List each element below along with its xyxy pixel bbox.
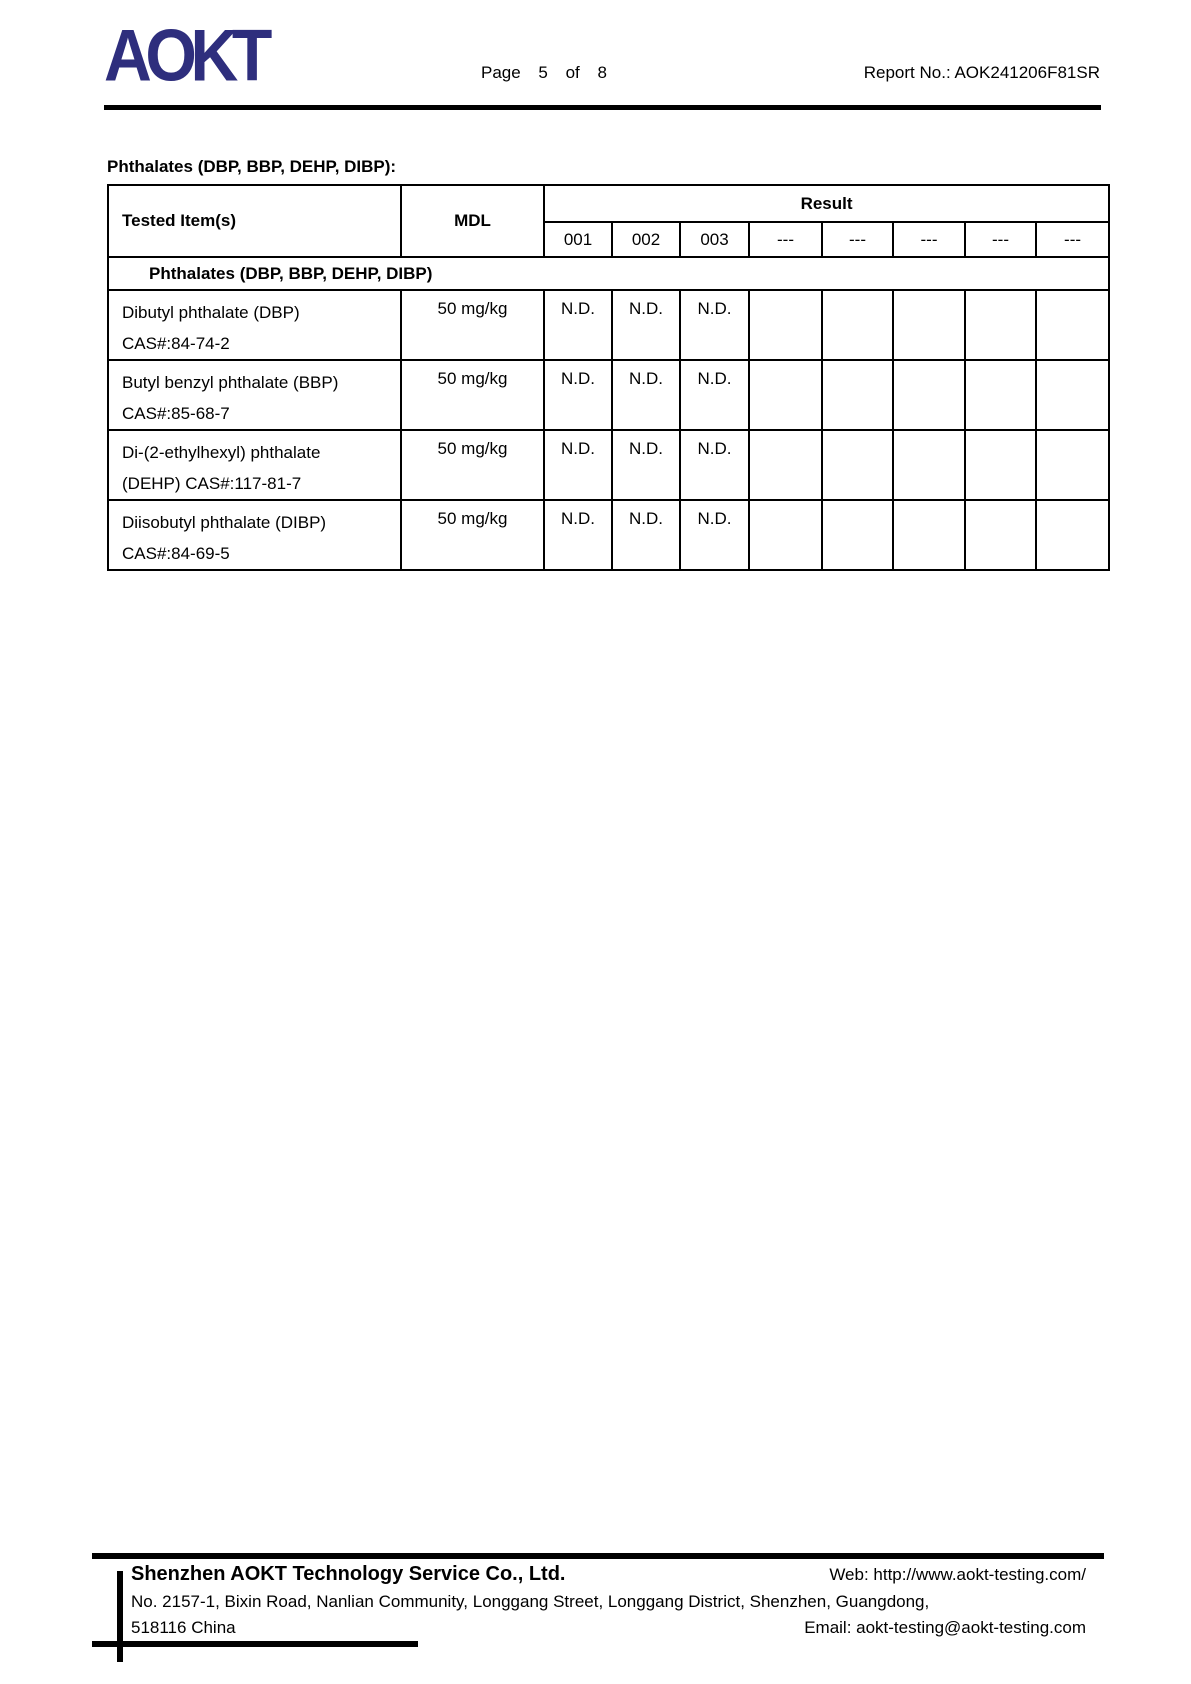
result-cell bbox=[965, 500, 1036, 570]
item-cas: (DEHP) CAS#:117-81-7 bbox=[122, 474, 302, 493]
result-cell bbox=[893, 290, 965, 360]
result-cell bbox=[749, 430, 822, 500]
sample-column-blank: --- bbox=[893, 222, 965, 257]
footer-line-contact bbox=[131, 1618, 1086, 1638]
item-name: Di-(2-ethylhexyl) phthalate bbox=[122, 443, 321, 462]
company-address-line1: No. 2157-1, Bixin Road, Nanlian Community, Longgang Street, Longgang District, Shenzhen, Guangdong, bbox=[131, 1592, 930, 1611]
mdl-cell: 50 mg/kg bbox=[401, 430, 544, 500]
report-number: Report No.: AOK241206F81SR bbox=[863, 63, 1100, 82]
result-cell bbox=[893, 430, 965, 500]
item-cas: CAS#:84-74-2 bbox=[122, 334, 230, 353]
result-cell bbox=[1036, 500, 1109, 570]
result-cell: N.D. bbox=[612, 290, 680, 360]
group-header-row bbox=[108, 257, 1109, 290]
footer-divider bbox=[92, 1553, 1104, 1559]
result-cell: N.D. bbox=[544, 290, 612, 360]
header-divider bbox=[104, 105, 1101, 110]
result-cell: N.D. bbox=[680, 360, 749, 430]
result-cell bbox=[749, 500, 822, 570]
mdl-cell: 50 mg/kg bbox=[401, 500, 544, 570]
table-row-dbp bbox=[108, 290, 1109, 360]
result-cell bbox=[822, 430, 893, 500]
result-cell bbox=[893, 500, 965, 570]
mdl-cell: 50 mg/kg bbox=[401, 290, 544, 360]
result-cell bbox=[893, 360, 965, 430]
result-cell: N.D. bbox=[544, 430, 612, 500]
company-website: Web: http://www.aokt-testing.com/ bbox=[829, 1565, 1086, 1584]
result-cell: N.D. bbox=[680, 500, 749, 570]
mdl-cell: 50 mg/kg bbox=[401, 360, 544, 430]
sample-column-blank: --- bbox=[822, 222, 893, 257]
result-cell bbox=[965, 430, 1036, 500]
column-header-result: Result bbox=[544, 185, 1109, 222]
item-cas: CAS#:85-68-7 bbox=[122, 404, 230, 423]
company-email: Email: aokt-testing@aokt-testing.com bbox=[804, 1618, 1086, 1637]
company-name: Shenzhen AOKT Technology Service Co., Ltd. bbox=[131, 1563, 566, 1585]
tested-item-cell bbox=[108, 290, 401, 360]
footer-corner-mark-vertical bbox=[117, 1571, 123, 1662]
result-cell: N.D. bbox=[680, 290, 749, 360]
sample-column-003: 003 bbox=[680, 222, 749, 257]
table-header-row bbox=[108, 185, 1109, 222]
company-address-line2: 518116 China bbox=[131, 1618, 236, 1637]
sample-column-002: 002 bbox=[612, 222, 680, 257]
page-indicator: Page 5 of 8 bbox=[481, 63, 607, 82]
sample-column-blank: --- bbox=[749, 222, 822, 257]
result-cell bbox=[822, 290, 893, 360]
result-cell bbox=[965, 360, 1036, 430]
result-cell: N.D. bbox=[544, 500, 612, 570]
item-name: Diisobutyl phthalate (DIBP) bbox=[122, 513, 327, 532]
table-row-dehp bbox=[108, 430, 1109, 500]
sample-column-001: 001 bbox=[544, 222, 612, 257]
column-header-mdl: MDL bbox=[401, 185, 544, 257]
section-title: Phthalates (DBP, BBP, DEHP, DIBP): bbox=[107, 157, 397, 176]
result-cell: N.D. bbox=[612, 430, 680, 500]
result-cell: N.D. bbox=[680, 430, 749, 500]
footer-line-company bbox=[131, 1563, 1086, 1586]
result-cell bbox=[1036, 360, 1109, 430]
tested-item-cell bbox=[108, 500, 401, 570]
result-cell bbox=[822, 500, 893, 570]
sample-column-blank: --- bbox=[1036, 222, 1109, 257]
result-cell: N.D. bbox=[544, 360, 612, 430]
sample-column-blank: --- bbox=[965, 222, 1036, 257]
aokt-logo bbox=[104, 10, 284, 102]
result-cell: N.D. bbox=[612, 500, 680, 570]
result-cell bbox=[749, 290, 822, 360]
table-row-bbp bbox=[108, 360, 1109, 430]
results-table bbox=[107, 184, 1110, 571]
result-cell bbox=[749, 360, 822, 430]
tested-item-cell bbox=[108, 430, 401, 500]
group-header-label: Phthalates (DBP, BBP, DEHP, DIBP) bbox=[108, 257, 1109, 290]
result-cell: N.D. bbox=[612, 360, 680, 430]
aokt-logo-text: AOKT bbox=[104, 15, 266, 97]
result-cell bbox=[1036, 290, 1109, 360]
tested-item-cell bbox=[108, 360, 401, 430]
footer-corner-mark-horizontal bbox=[92, 1641, 418, 1647]
table-row-dibp bbox=[108, 500, 1109, 570]
result-cell bbox=[822, 360, 893, 430]
column-header-tested-items: Tested Item(s) bbox=[108, 185, 401, 257]
item-name: Butyl benzyl phthalate (BBP) bbox=[122, 373, 339, 392]
result-cell bbox=[1036, 430, 1109, 500]
item-name: Dibutyl phthalate (DBP) bbox=[122, 303, 300, 322]
item-cas: CAS#:84-69-5 bbox=[122, 544, 230, 563]
result-cell bbox=[965, 290, 1036, 360]
